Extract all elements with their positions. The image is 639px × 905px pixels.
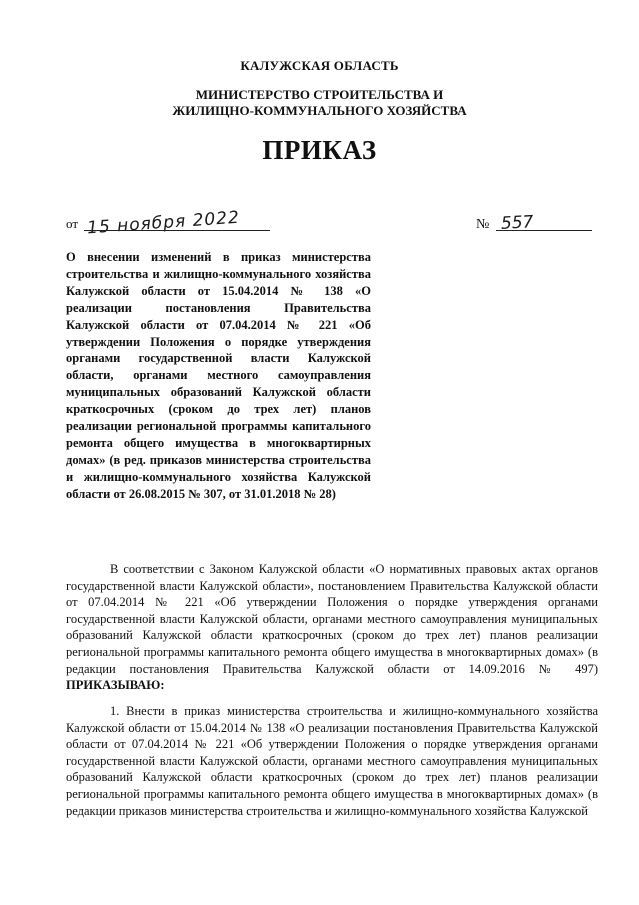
preamble-text: В соответствии с Законом Калужской области «О нормативных правовых актах органов государственной власти Калужской области», постановлением Правительства Калужской области от 07.04.2014 № 221 «Об утверждении Положения о порядке утверждения органами государственной власти Калужской области, органами местного самоуправления муниципальных образований Калужской области краткосрочных (сроком до трех лет) планов реализации региональной программы капитального ремонта общего имущества в многоквартирных домах» (в редакции постановления Правительства Калужской области от 14.09.2016 № 497) (66, 562, 598, 676)
preamble-paragraph (66, 561, 598, 694)
order-subject: О внесении изменений в приказ министерства строительства и жилищно-коммунального хозяйства Калужской области от 15.04.2014 № 138 «О реализации постановления Правительства Калужской области от 07.04.2014 № 221 «Об утверждении Положения о порядке утверждения органами государственной власти Калужской области, органами местного самоуправления муниципальных образований Калужской области краткосрочных (сроком до трех лет) планов реализации региональной программы капитального ремонта общего имущества в многоквартирных домах» (в ред. приказов министерства строительства и жилищно-коммунального хозяйства Калужской области от 26.08.2015 № 307, от 31.01.2018 № 28) (66, 250, 371, 501)
date-underline (84, 230, 270, 231)
clause-paragraph-1: 1. Внести в приказ министерства строительства и жилищно-коммунального хозяйства Калужской области от 15.04.2014 № 138 «О реализации постановления Правительства Калужской области от 07.04.2014 № 221 «Об утверждении Положения о порядке утверждения органами государственной власти Калужской области, органами местного самоуправления муниципальных образований Калужской области краткосрочных (сроком до трех лет) планов реализации региональной программы капитального ремонта общего имущества в многоквартирных домах» (в редакции приказов министерства строительства и жилищно-коммунального хозяйства Калужской (66, 704, 598, 818)
region-heading: КАЛУЖСКАЯ ОБЛАСТЬ (240, 58, 399, 73)
handwritten-number: 557 (500, 212, 534, 234)
date-prefix: от (66, 216, 79, 231)
number-prefix: № (476, 217, 490, 232)
handwritten-date: 15 ноября 2022 (86, 207, 241, 239)
ministry-heading (0, 87, 639, 119)
ministry-heading-line2: ЖИЛИЩНО-КОММУНАЛЬНОГО ХОЗЯЙСТВА (172, 103, 467, 118)
number-underline (496, 230, 592, 231)
document-title: ПРИКАЗ (262, 135, 377, 165)
ministry-heading-line1: МИНИСТЕРСТВО СТРОИТЕЛЬСТВА И (195, 87, 444, 102)
order-keyword: ПРИКАЗЫВАЮ: (66, 678, 165, 693)
